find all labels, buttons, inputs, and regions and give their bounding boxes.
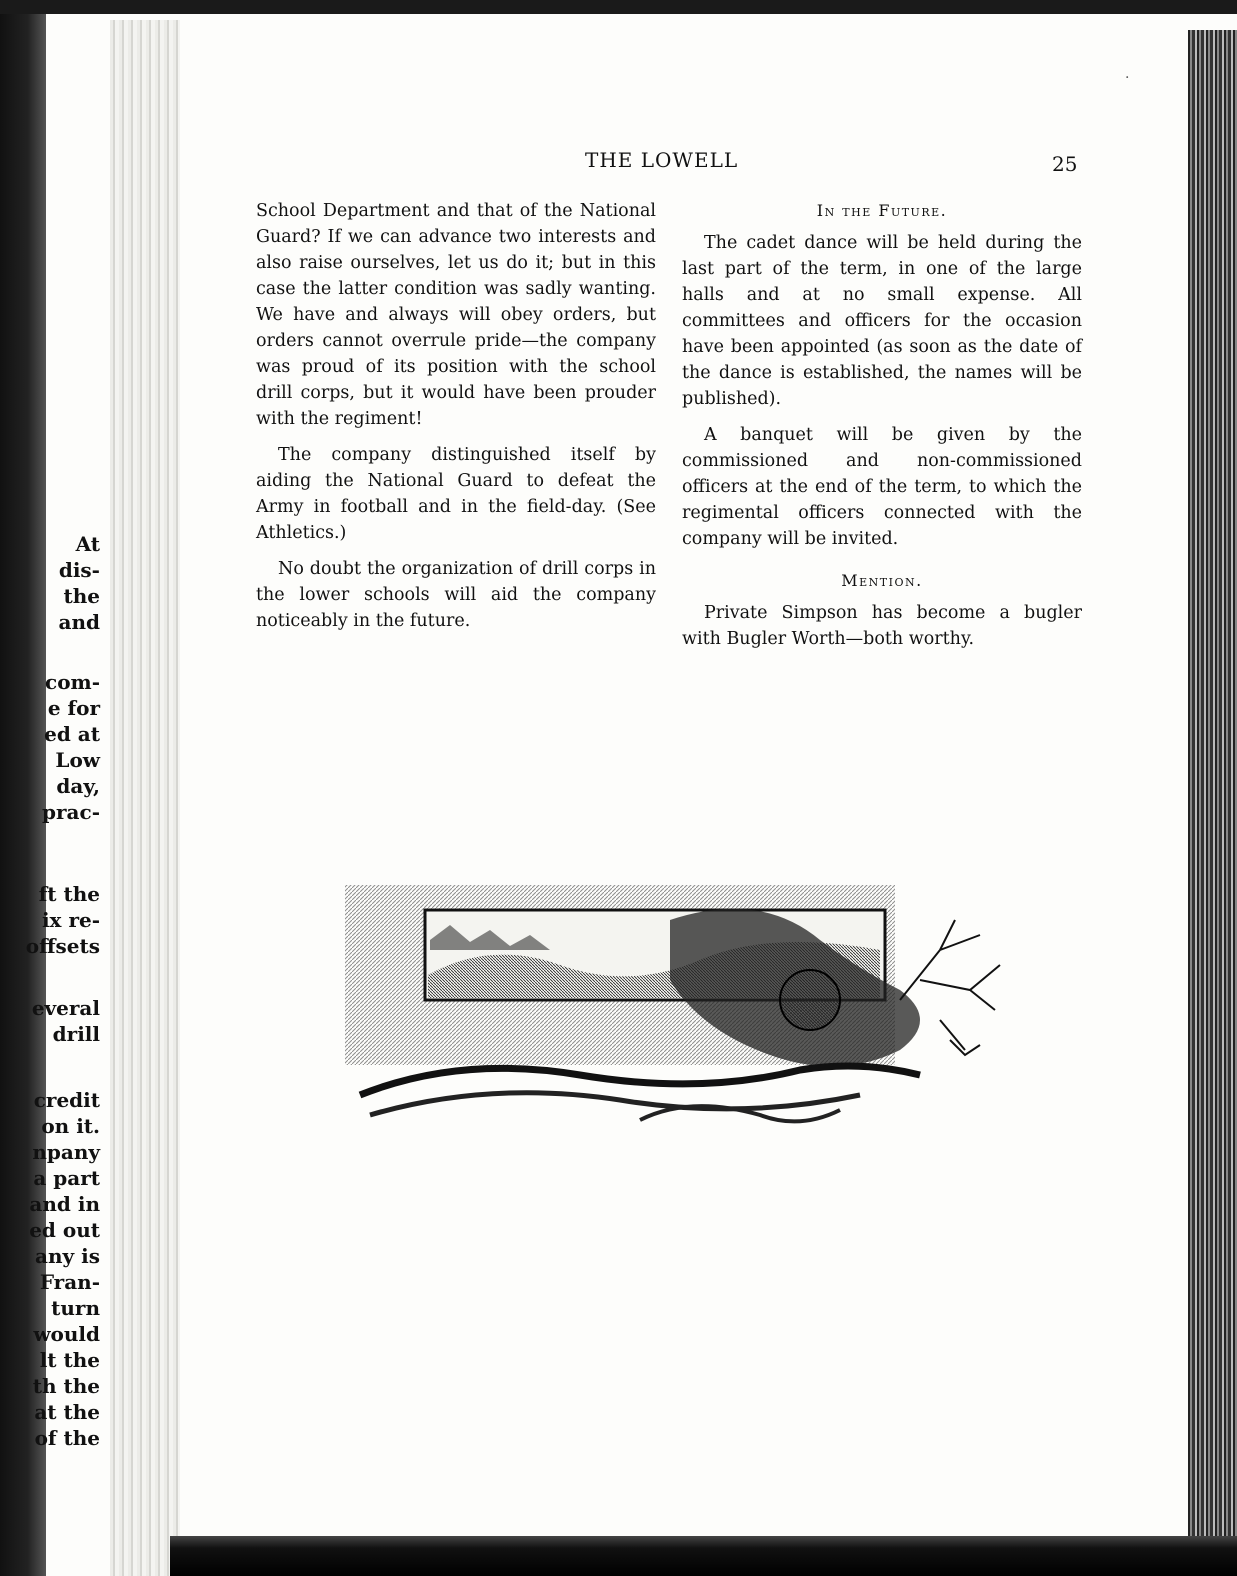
facing-page-fragment: credit xyxy=(33,1088,100,1112)
facing-page-fragment: ed out xyxy=(29,1218,100,1242)
facing-page-fragment: at the xyxy=(34,1400,100,1424)
facing-page-fragment: ix re- xyxy=(41,908,100,932)
facing-page-fragment: any is xyxy=(35,1244,100,1268)
facing-page-fragment: npany xyxy=(32,1140,100,1164)
facing-page-fragment: offsets xyxy=(25,934,100,958)
facing-page-fragment: everal xyxy=(31,996,100,1020)
right-column xyxy=(682,198,1082,662)
facing-page-fragment: on it. xyxy=(41,1114,100,1138)
page-number: 25 xyxy=(1052,152,1078,176)
paragraph: Private Simpson has become a bugler with Bugler Worth—both worthy. xyxy=(682,603,1082,649)
facing-page-fragment: prac- xyxy=(42,800,100,824)
facing-page-fragment: At xyxy=(75,532,100,556)
facing-page-fragment: Low xyxy=(55,748,100,772)
running-head: THE LOWELL xyxy=(585,148,739,172)
stray-mark: · xyxy=(1125,70,1130,86)
paragraph: The cadet dance will be held during the last part of the term, in one of the large halls and at no small expense. All committees and officers for the occasion have been appointed (as soon as the date of the dance is established, the names will be published). xyxy=(682,233,1082,409)
page-bottom-edge xyxy=(170,1536,1237,1576)
facing-page-fragment: turn xyxy=(51,1296,100,1320)
facing-page-fragment: a part xyxy=(33,1166,100,1190)
facing-page-fragment: the xyxy=(63,584,100,608)
facing-page-fragment: lt the xyxy=(39,1348,100,1372)
page-right-edge xyxy=(1188,30,1237,1576)
facing-page-fragment: Fran- xyxy=(39,1270,100,1294)
facing-page-fragment: com- xyxy=(45,670,100,694)
facing-page-fragment: and xyxy=(58,610,100,634)
paragraph: A banquet will be given by the commissioned and non-commissioned officers at the end of the term, to which the regimental officers connected with the company will be invited. xyxy=(682,425,1082,549)
facing-page-fragment: would xyxy=(33,1322,100,1346)
section-heading-future: In the Future. xyxy=(816,201,948,220)
page-gutter xyxy=(110,20,180,1576)
facing-page-fragment: drill xyxy=(52,1022,100,1046)
decorative-landscape-engraving xyxy=(340,880,1030,1140)
facing-page-fragment: e for xyxy=(47,696,100,720)
facing-page-fragment: day, xyxy=(56,774,100,798)
facing-page-fragment: ed at xyxy=(44,722,100,746)
facing-page-fragment: of the xyxy=(34,1426,100,1450)
section-heading-mention: Mention. xyxy=(841,571,923,590)
facing-page-fragment: ft the xyxy=(38,882,100,906)
facing-page-fragment: and in xyxy=(29,1192,100,1216)
page-top-edge xyxy=(0,0,1237,14)
left-column xyxy=(256,198,656,644)
paragraph: No doubt the organization of drill corps in the lower schools will aid the company noticeably in the future. xyxy=(256,559,656,631)
paragraph: School Department and that of the National Guard? If we can advance two interests and also raise ourselves, let us do it; but in this case the latter condition was sadly wanting. We have and always will obey orders, but orders cannot overrule pride—the company was proud of its position with the school drill corps, but it would have been prouder with the regiment! xyxy=(256,201,656,429)
facing-page-fragment: dis- xyxy=(58,558,100,582)
facing-page-fragment: th the xyxy=(32,1374,100,1398)
paragraph: The company distinguished itself by aiding the National Guard to defeat the Army in football and in the field-day. (See Athletics.) xyxy=(256,445,656,543)
